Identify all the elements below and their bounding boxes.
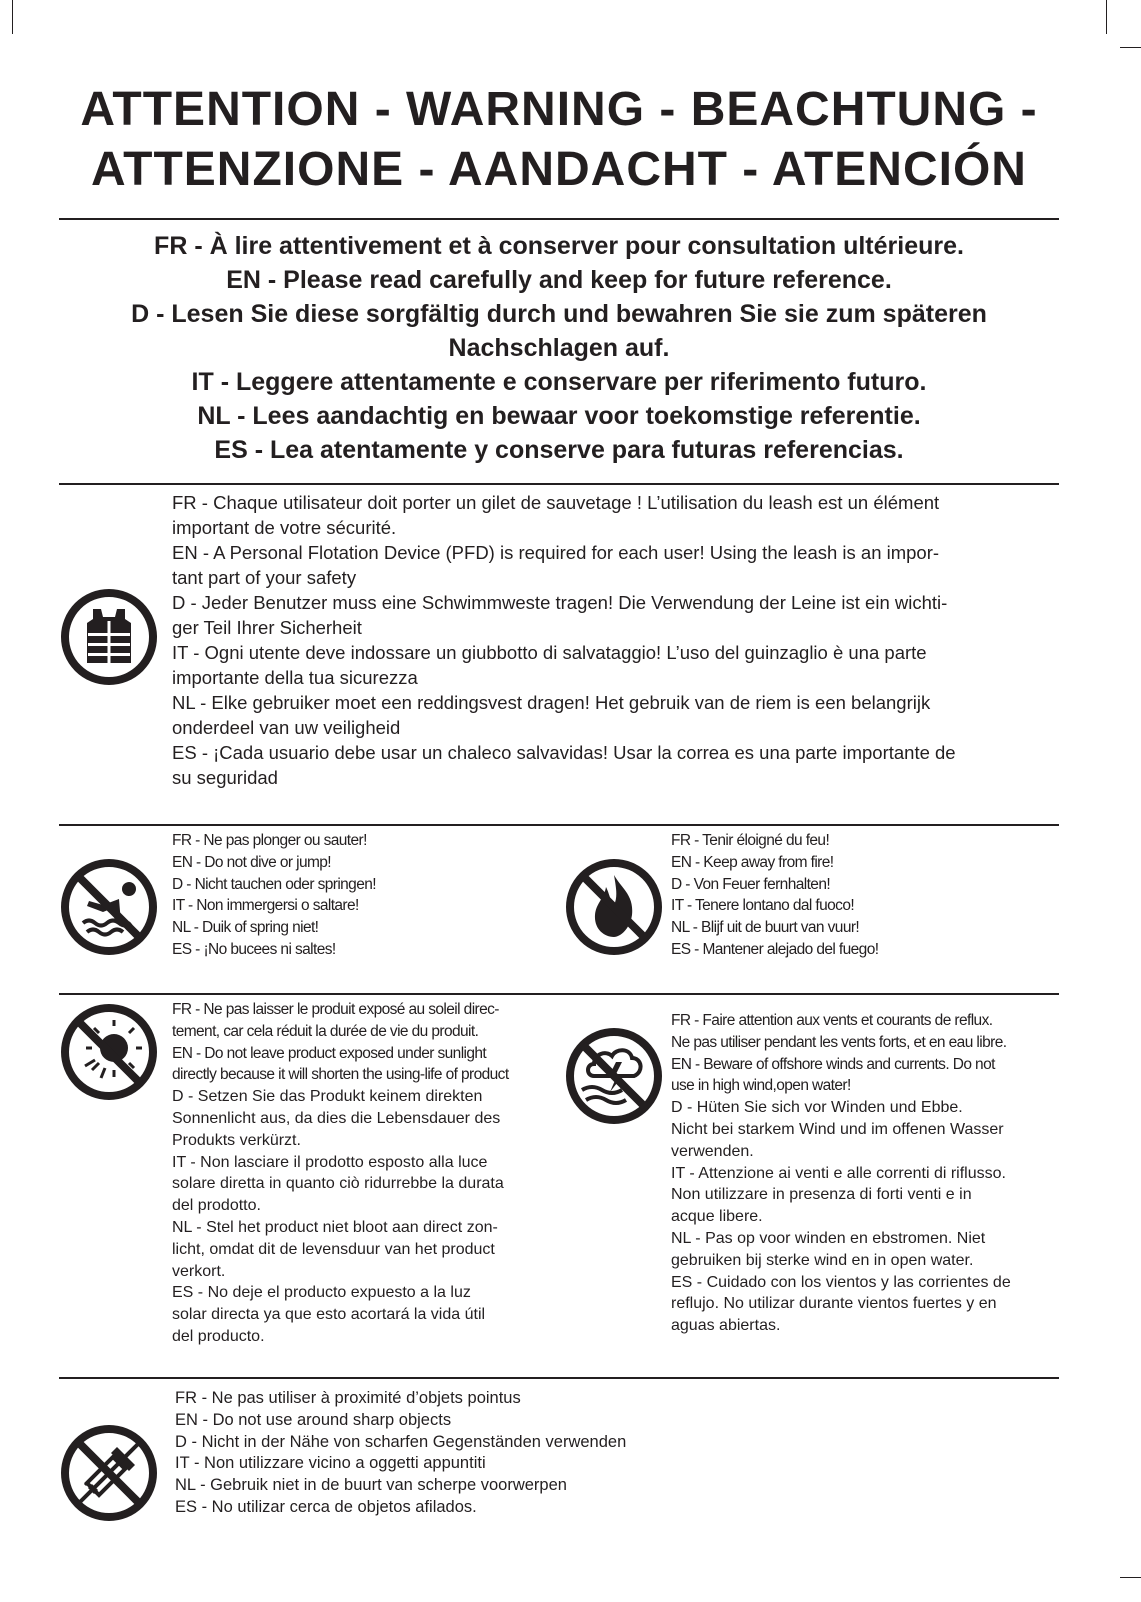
text-line: ES - No deje el producto expuesto a la luz bbox=[172, 1284, 471, 1302]
text-line: EN - Do not leave product exposed under sunlight bbox=[172, 1044, 487, 1062]
text-line: FR - Chaque utilisateur doit porter un gilet de sauvetage ! L’utilisation du leash est un élément bbox=[172, 492, 940, 513]
text-line: del producto. bbox=[172, 1327, 265, 1345]
section-offshore-wind bbox=[564, 999, 1059, 1359]
crop-mark-top-left bbox=[12, 0, 13, 34]
text-line: NL - Duik of spring niet! bbox=[172, 919, 319, 937]
text-line: ger Teil Ihrer Sicherheit bbox=[172, 617, 362, 638]
text-line: use in high wind,open water! bbox=[671, 1077, 851, 1095]
text-line: verwenden. bbox=[671, 1142, 754, 1160]
intro-line: EN - Please read carefully and keep for future reference. bbox=[226, 266, 892, 294]
text-line: FR - Ne pas laisser le produit exposé au soleil direc- bbox=[172, 1001, 499, 1018]
text-line: FR - Ne pas utiliser à proximité d’objets pointus bbox=[175, 1389, 521, 1407]
no-sunlight-text bbox=[172, 999, 509, 1348]
crop-mark-right-top bbox=[1120, 47, 1141, 48]
text-line: EN - Keep away from fire! bbox=[671, 853, 834, 871]
page-title bbox=[59, 80, 1059, 200]
text-line: directly because it will shorten the using-life of product bbox=[172, 1066, 509, 1084]
text-line: EN - Do not dive or jump! bbox=[172, 853, 332, 871]
text-line: acque libere. bbox=[671, 1208, 763, 1226]
intro-line: D - Lesen Sie diese sorgfältig durch und bewahren Sie sie zum späteren bbox=[131, 300, 987, 328]
intro-line: NL - Lees aandachtig en bewaar voor toekomstige referentie. bbox=[197, 402, 921, 430]
text-line: NL - Pas op voor winden en ebstromen. Niet bbox=[671, 1229, 986, 1247]
life-vest-icon bbox=[59, 587, 159, 687]
divider bbox=[59, 483, 1059, 485]
intro-line: FR - À lire attentivement et à conserver pour consultation ultérieure. bbox=[154, 232, 964, 260]
text-line: D - Von Feuer fernhalten! bbox=[671, 875, 831, 893]
text-line: ES - ¡Cada usuario debe usar un chaleco salvavidas! Usar la correa es una parte importante de bbox=[172, 742, 956, 763]
text-line: IT - Tenere lontano dal fuoco! bbox=[671, 897, 855, 915]
text-line: IT - Non immergersi o saltare! bbox=[172, 897, 359, 915]
text-line: del prodotto. bbox=[172, 1197, 261, 1215]
text-line: Sonnenlicht aus, da dies die Lebensdauer des bbox=[172, 1109, 501, 1127]
text-line: Ne pas utiliser pendant les vents forts, et en eau libre. bbox=[671, 1033, 1007, 1051]
text-line: NL - Stel het product niet bloot aan direct zon- bbox=[172, 1218, 498, 1236]
text-line: su seguridad bbox=[172, 767, 278, 788]
pfd-text bbox=[172, 490, 956, 790]
text-line: IT - Ogni utente deve indossare un giubbotto di salvataggio! L’uso del guinzaglio è una parte bbox=[172, 642, 927, 663]
intro-line: ES - Lea atentamente y conserve para futuras referencias. bbox=[214, 436, 904, 464]
text-line: NL - Blijf uit de buurt van vuur! bbox=[671, 919, 860, 937]
text-line: Nicht bei starkem Wind und im offenen Wasser bbox=[671, 1120, 1004, 1138]
divider bbox=[59, 218, 1059, 220]
text-line: FR - Ne pas plonger ou sauter! bbox=[172, 832, 367, 849]
text-line: FR - Faire attention aux vents et courants de reflux. bbox=[671, 1012, 993, 1029]
no-offshore-wind-icon bbox=[564, 1026, 664, 1126]
text-line: Non utilizzare in presenza di forti venti e in bbox=[671, 1186, 972, 1204]
section-no-dive bbox=[59, 830, 549, 985]
text-line: NL - Gebruik niet in de buurt van scherpe voorwerpen bbox=[175, 1476, 567, 1495]
text-line: D - Hüten Sie sich vor Winden und Ebbe. bbox=[671, 1099, 963, 1117]
intro-line: Nachschlagen auf. bbox=[448, 334, 670, 362]
text-line: solar directa ya que esto acortará la vida útil bbox=[172, 1306, 486, 1324]
crop-mark-top-right bbox=[1106, 0, 1107, 34]
text-line: solare diretta in quanto ciò ridurrebbe la durata bbox=[172, 1175, 504, 1193]
section-no-fire bbox=[564, 830, 1059, 985]
title-line: ATTENZIONE - AANDACHT - ATENCIÓN bbox=[91, 143, 1027, 196]
text-line: D - Nicht tauchen oder springen! bbox=[172, 875, 376, 893]
text-line: ES - Cuidado con los vientos y las corrientes de bbox=[671, 1273, 1011, 1291]
no-diving-icon bbox=[59, 857, 159, 957]
text-line: FR - Tenir éloigné du feu! bbox=[671, 832, 830, 849]
divider bbox=[59, 824, 1059, 826]
crop-mark-right-bottom bbox=[1120, 1577, 1141, 1578]
text-line: D - Setzen Sie das Produkt keinem direkten bbox=[172, 1088, 483, 1106]
text-line: EN - A Personal Flotation Device (PFD) is required for each user! Using the leash is an impor- bbox=[172, 542, 940, 563]
title-line: ATTENTION - WARNING - BEACHTUNG - bbox=[80, 83, 1038, 136]
text-line: IT - Non utilizzare vicino a oggetti appuntiti bbox=[175, 1454, 486, 1473]
text-line: licht, omdat dit de levensduur van het product bbox=[172, 1240, 495, 1258]
text-line: reflujo. No utilizar durante vientos fuertes y en bbox=[671, 1295, 997, 1313]
text-line: ES - Mantener alejado del fuego! bbox=[671, 940, 879, 958]
no-dive-text bbox=[172, 830, 376, 961]
no-sunlight-icon bbox=[59, 1002, 159, 1102]
text-line: importante della tua sicurezza bbox=[172, 667, 418, 688]
text-line: NL - Elke gebruiker moet een reddingsvest dragen! Het gebruik van de riem is een belangrijk bbox=[172, 692, 931, 713]
no-sharp-objects-icon bbox=[59, 1423, 159, 1523]
text-line: gebruiken bij sterke wind en in open water. bbox=[671, 1251, 974, 1269]
text-line: EN - Do not use around sharp objects bbox=[175, 1410, 452, 1429]
no-fire-text bbox=[671, 830, 878, 961]
divider bbox=[59, 1377, 1059, 1379]
section-no-sunlight bbox=[59, 999, 559, 1359]
divider bbox=[59, 993, 1059, 995]
text-line: D - Jeder Benutzer muss eine Schwimmweste tragen! Die Verwendung der Leine ist ein wichti- bbox=[172, 592, 948, 613]
text-line: IT - Non lasciare il prodotto esposto alla luce bbox=[172, 1153, 488, 1171]
text-line: D - Nicht in der Nähe von scharfen Gegenständen verwenden bbox=[175, 1432, 627, 1451]
sharp-objects-text bbox=[175, 1388, 626, 1519]
text-line: EN - Beware of offshore winds and currents. Do not bbox=[671, 1055, 995, 1073]
offshore-wind-text bbox=[671, 1010, 1011, 1337]
text-line: aguas abiertas. bbox=[671, 1317, 781, 1335]
section-sharp-objects bbox=[59, 1388, 1059, 1538]
text-line: Produkts verkürzt. bbox=[172, 1131, 301, 1149]
no-fire-icon bbox=[564, 857, 664, 957]
text-line: ES - ¡No bucees ni saltes! bbox=[172, 940, 336, 958]
text-line: onderdeel van uw veiligheid bbox=[172, 717, 401, 738]
text-line: important de votre sécurité. bbox=[172, 517, 397, 538]
text-line: IT - Attenzione ai venti e alle correnti di riflusso. bbox=[671, 1164, 1006, 1182]
text-line: verkort. bbox=[172, 1262, 226, 1280]
intro-line: IT - Leggere attentamente e conservare per riferimento futuro. bbox=[191, 368, 927, 396]
text-line: tant part of your safety bbox=[172, 567, 357, 588]
text-line: ES - No utilizar cerca de objetos afilados. bbox=[175, 1497, 477, 1516]
text-line: tement, car cela réduit la durée de vie du produit. bbox=[172, 1022, 479, 1040]
intro-notice bbox=[59, 229, 1059, 467]
